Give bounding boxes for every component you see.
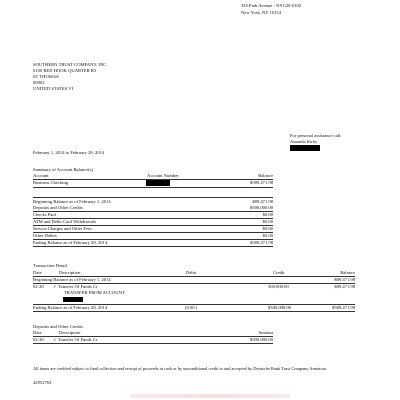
balance-row [33,226,273,232]
txn-ending-balance: $589,471.98 [332,305,355,310]
txn-begin-description: Beginning Balance as of February 1, 2014 [33,277,111,282]
divider [33,343,273,344]
bank-address-line2: New York, NY 10154 [241,10,282,15]
divider [33,311,355,312]
txn-date: 02-20 [33,284,44,289]
balance-value: $89,471.98 [252,199,273,204]
redaction-bar [290,145,320,151]
txn-credit: 500,000.00 [268,284,289,289]
summary-col-account-number: Account Number [147,173,179,178]
balance-value: $0.00 [262,226,273,231]
footer-strip [130,394,290,398]
txn-memo: TRANSFER FROM ACCOUNT [64,290,125,295]
assistance-name: Amanda Kirby [290,139,318,144]
recipient-line: SOUTHERN TRUST COMPANY, INC. [33,62,108,67]
txn-balance: $89,471.98 [334,284,355,289]
balance-value: $589,471.98 [250,240,273,245]
balance-row [33,199,273,205]
txn-ending-debit: (0.00 ) [185,305,198,310]
redaction-bar [63,297,83,302]
txn-col-description: Description [59,270,81,275]
summary-balance: $589,471.98 [250,180,273,185]
recipient-line: 00802 [33,80,45,85]
summary-col-account: Account [33,173,49,178]
divider [33,246,273,247]
document-number: 42952763 [33,380,52,385]
balance-value: $0.00 [262,233,273,238]
dep-amount: $500,000.00 [250,337,273,342]
divider [33,197,273,198]
balance-label: Other Debits [33,233,57,238]
txn-description: ✓ Transfer Of Funds Cr [53,284,98,289]
txn-col-balance: Balance [340,270,355,275]
balance-value: $0.00 [262,212,273,217]
balance-value: $500,000.00 [250,205,273,210]
statement-period: February 1, 2014 to February 28, 2014 [33,150,105,155]
divider [33,187,273,188]
assistance-label: For personal assistance call: [290,133,342,138]
balance-label: ATM and Debit Card Withdrawals [33,219,97,224]
dep-col-amount: Amount [257,330,273,335]
balance-label: Deposits and Other Credits [33,205,83,210]
transactions-title: Transaction Detail [33,263,67,268]
recipient-line: ST THOMAS [33,74,59,79]
recipient-line: 6100 RED HOOK QUARTER B3 [33,68,97,73]
balance-row [33,219,273,225]
redaction-bar [146,180,170,186]
dep-col-date: Date [33,330,42,335]
bank-address-line1: 345 Park Avenue - NYC20-0102 [241,3,302,8]
txn-col-credit: Credit [273,270,285,275]
balance-row [33,205,273,211]
balance-label: Checks Paid [33,212,56,217]
balance-label: Ending Balance as of February 28, 2014 [33,240,108,245]
dep-date: 02-20 [33,337,44,342]
balance-row [33,240,273,246]
summary-title: Summary of Account Balance(s) [33,167,94,172]
balance-label: Service Charges and Other Fees [33,226,92,231]
summary-col-balance: Balance [258,173,273,178]
txn-col-debit: Debit [186,270,197,275]
dep-description: ✓ Transfer Of Funds Cr [53,337,98,342]
summary-account: Business Checking [33,180,69,185]
balance-label: Beginning Balance as of February 1, 2014 [33,199,111,204]
balance-value: $0.00 [262,219,273,224]
txn-ending-credit: $500,000.00 [268,305,291,310]
txn-ending-description: Ending Balance as of February 28, 2014 [33,305,108,310]
txn-col-date: Date [33,270,42,275]
balance-row [33,212,273,218]
recipient-line: UNITED STATES VI [33,86,74,91]
txn-begin-balance: $89,471.98 [334,277,355,282]
disclaimer: All items are credited subject to final collection and receipt of proceeds in cash or by unconditional credit to and accepted by Deutsche Bank Trust Company Americas. [33,366,328,371]
balance-row [33,233,273,239]
dep-col-description: Description [59,330,81,335]
deposits-title: Deposits and Other Credits [33,324,83,329]
